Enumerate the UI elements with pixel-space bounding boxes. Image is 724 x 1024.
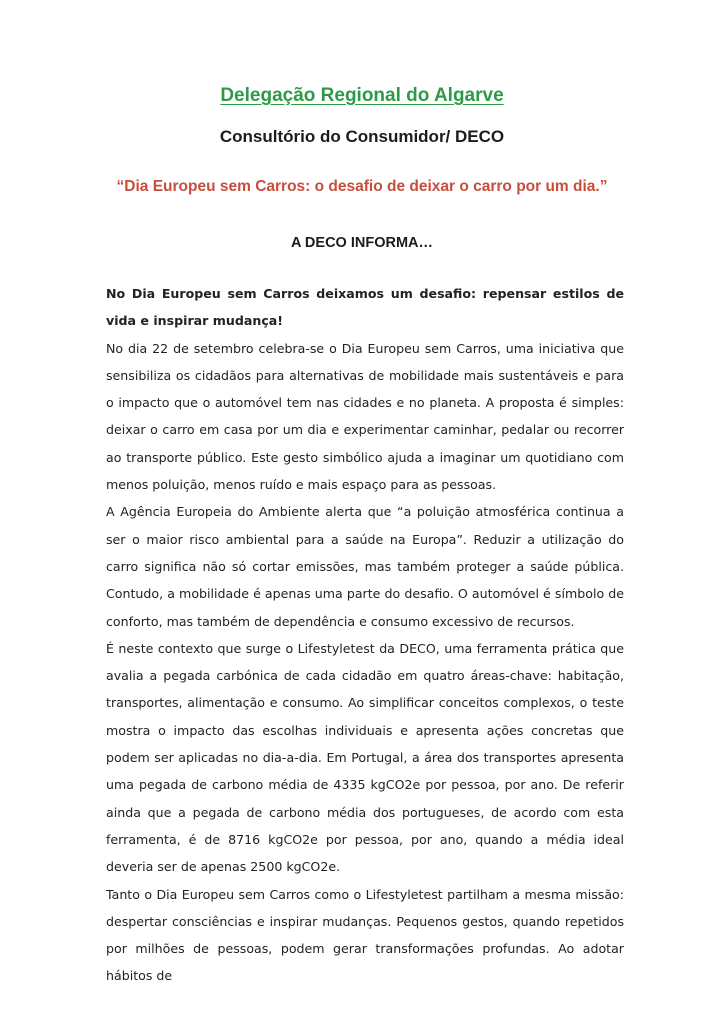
body-paragraph-2: A Agência Europeia do Ambiente alerta que “a poluição atmosférica continua a ser o maior risco ambiental para a saúde na Europa”. Reduzir a utilização do carro significa não só cortar emissões, mas também proteger a saúde pública. Contudo, a mobilidade é apenas uma parte do desafio. O automóvel é símbolo de conforto, mas também de dependência e consumo excessivo de recursos. — [106, 504, 624, 629]
document-subtitle: Consultório do Consumidor/ DECO — [219, 127, 505, 146]
body-paragraph-4: Tanto o Dia Europeu sem Carros como o Lifestyletest partilham a mesma missão: despertar consciências e inspirar mudanças. Pequenos gestos, quando repetidos por milhões de pessoas, podem gerar transformações profundas. Ao adotar hábitos de — [106, 886, 624, 984]
body-paragraph-3: É neste contexto que surge o Lifestyletest da DECO, uma ferramenta prática que avalia a pegada carbónica de cada cidadão em quatro áreas-chave: habitação, transportes, alimentação e consumo. Ao simplificar conceitos complexos, o teste mostra o impacto das escolhas individuais e apresenta ações concretas que podem ser aplicadas no dia-a-dia. Em Portugal, a área dos transportes apresenta uma pegada de carbono média de 4335 kgCO2e por pessoa, por ano. De referir ainda que a pegada de carbono média dos portugueses, de acordo com esta ferramenta, é de 8716 kgCO2e por pessoa, por ano, quando a média ideal deveria ser de apenas 2500 kgCO2e. — [106, 640, 624, 875]
article-body — [106, 280, 624, 990]
organization-title: Delegação Regional do Algarve — [220, 85, 504, 106]
article-headline: “Dia Europeu sem Carros: o desafio de deixar o carro por um dia.” — [116, 178, 608, 195]
body-paragraph-1: No dia 22 de setembro celebra-se o Dia Europeu sem Carros, uma iniciativa que sensibiliza os cidadãos para alternativas de mobilidade mais sustentáveis e para o impacto que o automóvel tem nas cidades e no planeta. A proposta é simples: deixar o carro em casa por um dia e experimentar caminhar, pedalar ou recorrer ao transporte público. Este gesto simbólico ajuda a imaginar um quotidiano com menos poluição, menos ruído e mais espaço para as pessoas. — [106, 340, 624, 493]
lead-paragraph: No Dia Europeu sem Carros deixamos um desafio: repensar estilos de vida e inspirar mudança! — [106, 286, 624, 329]
section-heading: A DECO INFORMA… — [290, 235, 434, 251]
